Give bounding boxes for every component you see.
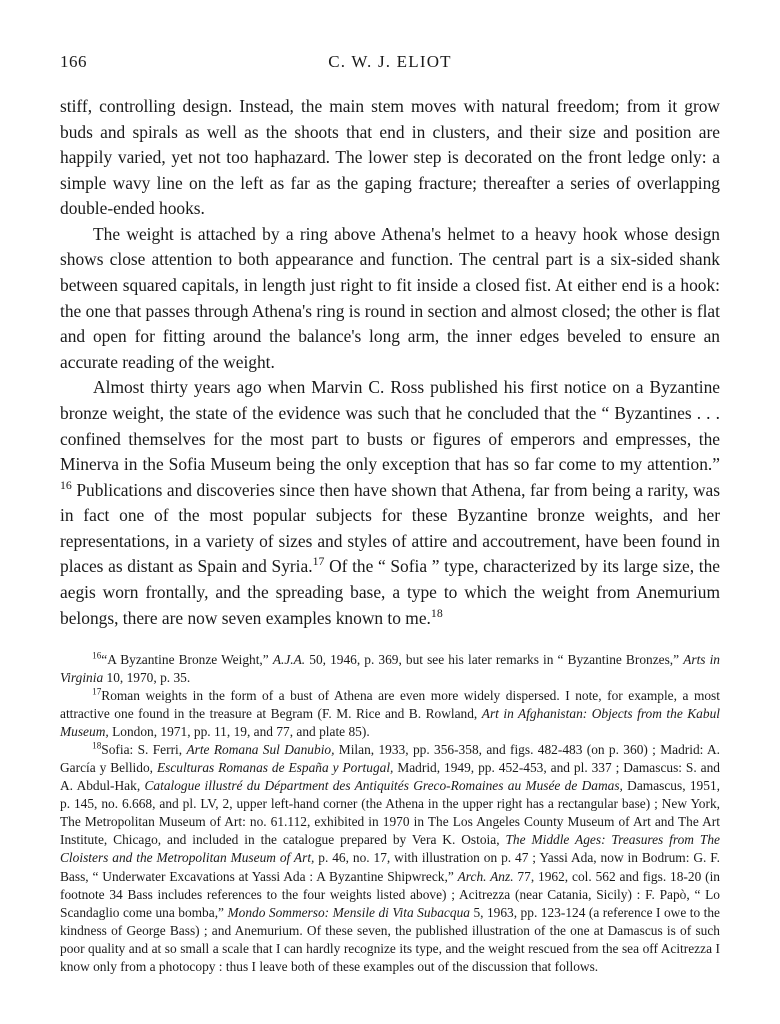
footnote-marker: 18 [92,740,102,751]
body-paragraph [60,222,720,375]
body-paragraph [60,94,720,222]
text-run: Publications and discoveries since then have shown that Athena, far from being a rarity, was in fact one of the most popular subjects for these Byzantine bronze weights, and her representations, in a variety of sizes and styles of attire and accoutrement, have been found in places as distant as Spain and Syria. [60,479,720,577]
text-run: “A Byzantine Bronze Weight,” [101,652,273,668]
italic-text: The Middle Ages: Treasures from The Cloisters and the Metropolitan Museum of Art, [60,832,720,866]
text-run: 50, 1946, p. 369, but see his later remarks in “ Byzantine Bronzes,” [305,652,684,668]
running-head [60,52,720,78]
italic-text: Arte Romana Sul Danubio, [186,742,335,758]
italic-text: A.J.A. [272,652,306,668]
text-run: 10, 1970, p. 35. [103,670,191,686]
text-run: p. 46, no. 17, with illustration on p. 47 ; Yassi Ada, now in Bodrum: G. F. Bass, “ Underwater Excavations at Yassi Ada : A Byzantine Shipwreck,” [60,850,720,884]
text-run: Milan, 1933, pp. 356-358, and figs. 482-483 (on p. 360) ; Madrid: A. García y Bellido, [60,742,720,776]
footnote-reference: 16 [60,477,72,492]
italic-text: Arts in Virginia [60,652,721,686]
text-run: Roman weights in the form of a bust of Athena are even more widely dispersed. I note, for example, a most attractive one found in the treasure at Begram (F. M. Rice and B. Rowland, [60,688,720,722]
footnotes [60,651,720,976]
footnote [60,687,720,741]
page-number: 166 [60,52,87,71]
footnote-marker: 16 [92,650,102,661]
text-run: Madrid, 1949, pp. 452-453, and pl. 337 ; Damascus: S. and A. Abdul-Hak, [60,760,720,794]
italic-text: Mondo Sommerso: Mensile di Vita Subacqua [227,904,470,920]
footnote-reference: 17 [312,554,325,569]
italic-text: Catalogue illustré du Départment des Antiquités Greco-Romaines au Musée de Damas, [144,778,623,794]
text-run: 77, 1962, col. 562 and figs. 18-20 (in footnote 34 Bass includes references to the four weights listed above) ; Acitrezza (near Catania, Sicily) : F. Papò, “ Lo Scandaglio come una bomba,” [60,868,720,920]
text-run: Of the “ Sofia ” type, characterized by its large size, the aegis worn frontally, and the spreading base, a type to which the weight from Anemurium belongs, there are now seven examples known to me. [60,556,720,628]
italic-text: Art in Afghanistan: Objects from the Kabul Museum, [60,706,720,740]
text-run: Sofia: S. Ferri, [101,742,187,758]
body-text [60,94,720,631]
footnote [60,741,720,975]
text-run: stiff, controlling design. Instead, the main stem moves with natural freedom; from it grow buds and spirals as well as the shoots that end in clusters, and their size and position are happily varied, yet not too haphazard. The lower step is decorated on the front ledge only: a simple wavy line on the left as far as the gaping fracture; thereafter a series of overlapping double-ended hooks. [60,96,720,219]
italic-text: Arch. Anz. [457,868,514,884]
running-head-title: C. W. J. ELIOT [328,52,452,71]
footnote [60,651,720,687]
italic-text: Esculturas Romanas de España y Portugal, [156,760,394,776]
footnote-marker: 17 [92,686,102,697]
footnote-reference: 18 [430,605,443,620]
text-run: 5, 1963, pp. 123-124 (a reference I owe to the kindness of George Bass) ; and Anemurium. Of these seven, the published illustration of the one at Damascus is of such poor quality and at so small a scale that I can hardly recognize its type, and the weight rescued from the sea off Acitrezza I know only from a photocopy : thus I leave both of these examples out of the discussion that follows. [60,904,720,974]
text-run: The weight is attached by a ring above Athena's helmet to a heavy hook whose design shows close attention to both appearance and function. The central part is a six-sided shank between squared capitals, in length just right to fit inside a closed fist. At either end is a hook: the one that passes through Athena's ring is round in section and almost closed; the other is flat and open for fitting around the balance's long arm, the inner edges beveled to ensure an accurate reading of the weight. [60,223,720,372]
body-paragraph [60,375,720,631]
text-run: Damascus, 1951, p. 145, no. 6.668, and pl. LV, 2, upper left-hand corner (the Athena in the upper right has a rectangular base) ; New York, The Metropolitan Museum of Art: no. 61.112, exhibited in 1970 in The Los Angeles County Museum of Art and The Art Institute, Chicago, and included in the catalogue prepared by Vera K. Ostoia, [60,778,720,848]
text-run: London, 1971, pp. 11, 19, and 77, and plate 85). [108,724,370,740]
text-run: Almost thirty years ago when Marvin C. Ross published his first notice on a Byzantine bronze weight, the state of the evidence was such that he concluded that the “ Byzantines . . . confined themselves for the most part to busts or figures of emperors and empresses, the Minerva in the Sofia Museum being the only exception that has so far come to my attention.” [60,377,720,475]
